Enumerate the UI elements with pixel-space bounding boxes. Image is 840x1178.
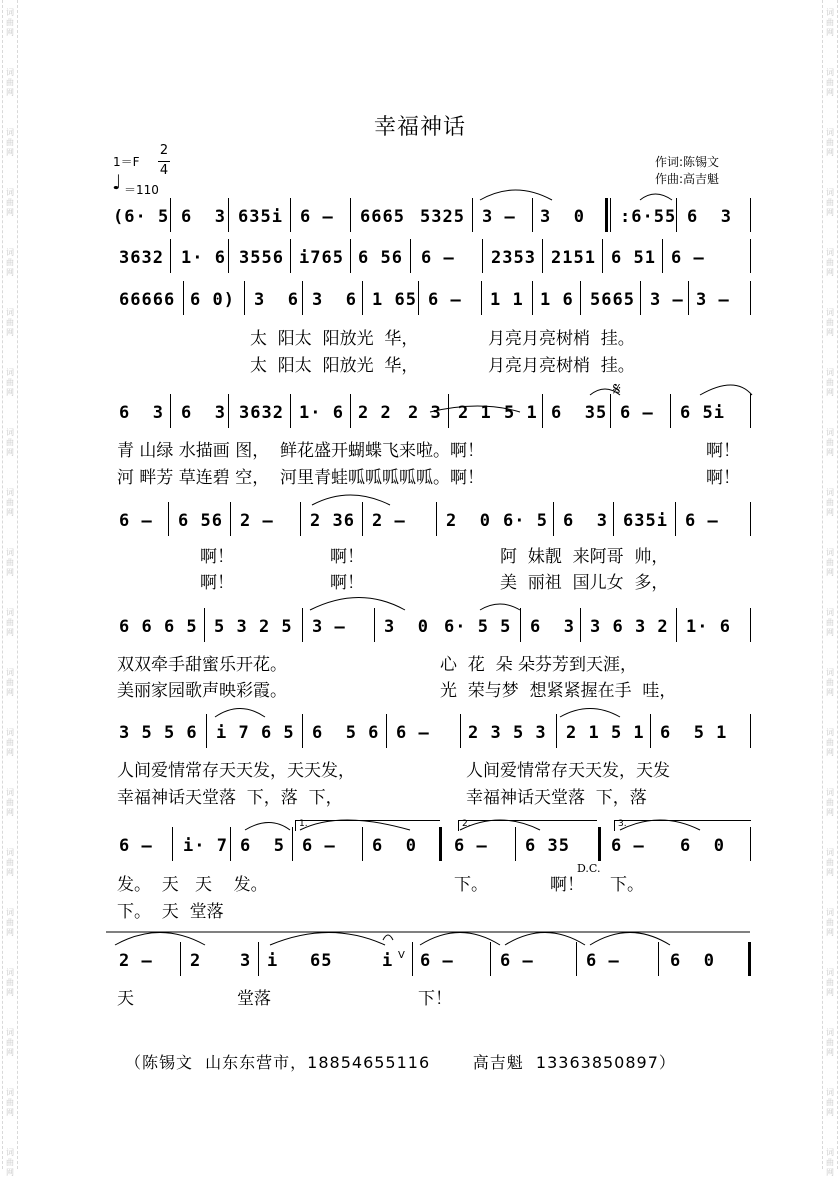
measure-notes: 1 65: [372, 290, 417, 310]
lyric-text: 啊！: [330, 573, 364, 593]
lyric-text: 天: [117, 989, 134, 1009]
lyricist-credit: 作词:陈锡文: [655, 155, 720, 169]
lyric-text: 啊！: [550, 875, 584, 895]
lyric-text: 啊！: [200, 547, 234, 567]
measure-notes: 3 –: [696, 290, 730, 310]
repeat-bar-line: [748, 942, 751, 976]
measure-notes: 6· 5: [503, 511, 548, 531]
lyric-text: 太 阳太 阳放光 华，: [250, 329, 419, 349]
measure-notes: 3 –: [650, 290, 684, 310]
lyric-text: 幸福神话天堂落 下，落: [466, 788, 647, 808]
slur-arc: [270, 933, 385, 946]
measure-notes: 6 3: [530, 617, 575, 637]
lyric-text: 人间爱情常存天天发，天天发，: [117, 761, 355, 781]
measure-notes: 6 3: [563, 511, 608, 531]
bar-line: [662, 239, 663, 273]
bar-line: [374, 608, 375, 642]
watermark-text: 词 曲 网: [826, 968, 834, 997]
measure-notes: 3 6 3 2: [590, 617, 669, 637]
measure-notes: 2 –: [240, 511, 274, 531]
lyric-text: 太 阳太 阳放光 华，: [250, 356, 419, 376]
watermark-text: 词 曲 网: [6, 308, 14, 337]
measure-notes: 66666: [119, 290, 176, 310]
measure-notes: 6 –: [454, 836, 488, 856]
measure-notes: 6 –: [302, 836, 336, 856]
bar-line: [676, 608, 677, 642]
bar-line: [520, 608, 521, 642]
tie-arc: [310, 598, 405, 611]
measure-notes: 1· 6: [181, 248, 226, 268]
slur-arc: [700, 385, 752, 395]
watermark-text: 词 曲 网: [6, 188, 14, 217]
measure-notes: (6· 5: [113, 207, 170, 227]
measure-notes: 6 –: [671, 248, 705, 268]
measure-notes: 3632: [119, 248, 164, 268]
measure-notes: 6 6 6 5: [119, 617, 198, 637]
score-line: [0, 245, 840, 271]
lyric-text: 月亮月亮树梢 挂。: [488, 329, 635, 349]
bar-line: [300, 502, 301, 536]
measure-notes: 6 56: [358, 248, 403, 268]
lyric-text: 啊！: [706, 468, 740, 488]
lyric-text: 美 丽祖 国儿女 多，: [500, 573, 669, 593]
watermark-text: 词 曲 网: [826, 188, 834, 217]
lyric-line: [0, 654, 840, 676]
bar-line: [228, 198, 229, 232]
bar-line: [302, 281, 303, 315]
lyric-line: [0, 467, 840, 489]
bar-line: [168, 502, 169, 536]
bar-line: [650, 714, 651, 748]
measure-notes: 6 –: [586, 951, 620, 971]
watermark-text: 词 曲 网: [6, 968, 14, 997]
bar-line: [532, 198, 533, 232]
lyric-line: [0, 874, 840, 896]
quarter-note-icon: ♩: [112, 170, 122, 194]
measure-notes: 1 1: [490, 290, 524, 310]
lyric-text: 人间爱情常存天天发，天发: [466, 761, 670, 781]
measure-notes: 2151: [551, 248, 596, 268]
bar-line: [230, 827, 231, 861]
volta-bracket-3: 3.: [614, 820, 751, 831]
watermark-text: 词 曲 网: [826, 428, 834, 457]
bar-line: [515, 827, 516, 861]
watermark-text: 词 曲 网: [6, 608, 14, 637]
measure-notes: 5 1: [504, 403, 538, 423]
tie-arc: [312, 495, 390, 505]
bar-line: [481, 281, 482, 315]
watermark-text: 词 曲 网: [826, 608, 834, 637]
bar-line: [362, 281, 363, 315]
lyric-text: 美丽家园歌声映彩霞。: [117, 681, 287, 701]
bar-line: [610, 198, 611, 232]
contact-footer: （陈锡文 山东东营市，18854655116 高吉魁 13363850897）: [125, 1053, 676, 1072]
measure-notes: 6 –: [685, 511, 719, 531]
tie-arc: [480, 190, 552, 200]
measure-notes: 6 56: [178, 511, 223, 531]
tie-arc: [115, 933, 205, 946]
repeat-bar-line: [439, 827, 442, 861]
score-line: [0, 614, 840, 640]
lyric-line: [0, 328, 840, 350]
measure-notes: 2 1: [458, 403, 492, 423]
watermark-text: 词 曲 网: [826, 1088, 834, 1117]
measure-notes: 1· 6: [299, 403, 344, 423]
measure-notes: 2 0: [446, 511, 491, 531]
bar-line: [350, 394, 351, 428]
bar-line: [244, 281, 245, 315]
bar-line: [482, 239, 483, 273]
composer-credit: 作曲:高吉魁: [655, 172, 720, 186]
bar-line: [750, 198, 751, 232]
bar-line: [206, 714, 207, 748]
measure-notes: 6 3: [687, 207, 732, 227]
watermark-text: 词 曲 网: [6, 1088, 14, 1117]
measure-notes: 6 –: [396, 723, 430, 743]
volta-bracket-2: 2.: [458, 820, 597, 831]
bar-line: [290, 394, 291, 428]
measure-notes: 1· 6: [686, 617, 731, 637]
lyric-line: [0, 546, 840, 568]
bar-line: [576, 942, 577, 976]
measure-notes: 635i: [238, 207, 283, 227]
bar-line: [553, 502, 554, 536]
measure-notes: i: [267, 951, 279, 971]
bar-line: [292, 827, 293, 861]
repeat-bar-line: [605, 198, 608, 232]
score-line: [0, 833, 840, 859]
watermark-text: 词 曲 网: [6, 248, 14, 277]
measure-notes: 6 –: [421, 248, 455, 268]
watermark-text: 词 曲 网: [6, 1028, 14, 1057]
bar-line: [183, 281, 184, 315]
measure-notes: 3556: [239, 248, 284, 268]
measure-notes: 2: [190, 951, 202, 971]
bar-line: [180, 942, 181, 976]
slur-arc: [560, 709, 620, 718]
measure-notes: 2353: [491, 248, 536, 268]
song-title: 幸福神话: [373, 115, 466, 140]
measure-notes: 6 5: [240, 836, 285, 856]
bar-line: [228, 239, 229, 273]
bar-line: [410, 239, 411, 273]
tempo-marking: ＝110: [124, 183, 159, 197]
measure-notes: 3632: [239, 403, 284, 423]
lyric-text: 啊！: [200, 573, 234, 593]
lyric-line: [0, 760, 840, 782]
bar-line: [258, 942, 259, 976]
bar-line: [750, 281, 751, 315]
measure-notes: 6 –: [119, 836, 153, 856]
bar-line: [412, 942, 413, 976]
measure-notes: 6 3: [181, 207, 226, 227]
measure-notes: 6· 5 5: [444, 617, 512, 637]
bar-line: [750, 502, 751, 536]
score-line: [0, 948, 840, 974]
bar-line: [610, 394, 611, 428]
measure-notes: 6 3: [181, 403, 226, 423]
tie-arc: [505, 933, 585, 946]
slur-arc: [245, 823, 290, 831]
lyric-text: 光 荣与梦 想紧紧握在手 哇，: [440, 681, 677, 701]
bar-line: [580, 281, 581, 315]
bar-line: [750, 827, 751, 861]
watermark-text: 词 曲 网: [826, 128, 834, 157]
measure-notes: 6 –: [300, 207, 334, 227]
lyric-text: 青 山绿 水描画 图， 鲜花盛开蝴蝶飞来啦。啊！: [117, 441, 485, 461]
watermark-text: 词 曲 网: [826, 308, 834, 337]
lyric-line: [0, 787, 840, 809]
watermark-text: 词 曲 网: [6, 908, 14, 937]
watermark-text: 词 曲 网: [826, 248, 834, 277]
bar-line: [230, 502, 231, 536]
score-line: [0, 204, 840, 230]
lyric-text: 下！: [418, 989, 452, 1009]
bar-line: [448, 394, 449, 428]
measure-notes: 6665: [360, 207, 405, 227]
score-line: [0, 720, 840, 746]
bar-line: [670, 394, 671, 428]
watermark-text: 词 曲 网: [826, 488, 834, 517]
measure-notes: 3 5 5 6: [119, 723, 198, 743]
lyric-text: 河 畔芳 草连碧 空， 河里青蛙呱呱呱呱呱。啊！: [117, 468, 485, 488]
bar-line: [170, 198, 171, 232]
score-line: [0, 508, 840, 534]
measure-notes: 6 5 1: [660, 723, 728, 743]
lyric-text: 双双牵手甜蜜乐开花。: [117, 655, 287, 675]
measure-notes: 6 –: [119, 511, 153, 531]
slur-arc: [640, 194, 672, 200]
bar-line: [302, 714, 303, 748]
lyric-text: 堂落: [237, 989, 271, 1009]
bar-line: [675, 502, 676, 536]
bar-line: [676, 198, 677, 232]
lyric-text: 啊！: [706, 441, 740, 461]
bar-line: [362, 502, 363, 536]
lyric-line: [0, 988, 840, 1010]
watermark-text: 词 曲 网: [826, 1028, 834, 1057]
lyric-text: 下。: [610, 875, 644, 895]
lyric-text: 幸福神话天堂落 下，落 下，: [117, 788, 343, 808]
measure-notes: 635i: [623, 511, 668, 531]
fermata-icon: [383, 935, 393, 940]
measure-notes: 3 –: [482, 207, 516, 227]
measure-notes: i: [382, 951, 394, 971]
lyric-text: 发。 天 天 发。: [117, 875, 268, 895]
breath-mark-icon: V: [398, 950, 405, 961]
measure-notes: 6 –: [611, 836, 645, 856]
bar-line: [532, 281, 533, 315]
lyric-text: 阿 妹靓 来阿哥 帅，: [500, 547, 669, 567]
watermark-text: 词 曲 网: [6, 848, 14, 877]
slur-arc: [590, 389, 620, 395]
watermark-text: 词 曲 网: [6, 128, 14, 157]
measure-notes: 6 –: [620, 403, 654, 423]
bar-line: [580, 608, 581, 642]
watermark-text: 词 曲 网: [826, 908, 834, 937]
measure-notes: 6 35: [525, 836, 570, 856]
measure-notes: 3 6: [254, 290, 299, 310]
measure-notes: 2 –: [119, 951, 153, 971]
bar-line: [490, 942, 491, 976]
measure-notes: 5 3 2 5: [214, 617, 293, 637]
watermark-text: 词 曲 网: [6, 68, 14, 97]
slur-arc: [480, 604, 520, 610]
measure-notes: :6·55: [620, 207, 677, 227]
score-line: [0, 287, 840, 313]
lyric-text: 下。 天 堂落: [117, 902, 224, 922]
lyric-line: [0, 680, 840, 702]
segno-icon: 𝄋: [613, 379, 621, 400]
watermark-text: 词 曲 网: [6, 428, 14, 457]
measure-notes: 6 –: [428, 290, 462, 310]
measure-notes: 3 6: [312, 290, 357, 310]
measure-notes: 6 5 6: [312, 723, 380, 743]
bar-line: [204, 608, 205, 642]
bar-line: [350, 198, 351, 232]
bar-line: [750, 394, 751, 428]
bar-line: [602, 239, 603, 273]
measure-notes: 6 –: [500, 951, 534, 971]
measure-notes: 2 2: [358, 403, 392, 423]
measure-notes: 6 3: [119, 403, 164, 423]
lyric-line: [0, 572, 840, 594]
measure-notes: 3 0: [384, 617, 429, 637]
bar-line: [302, 608, 303, 642]
measure-notes: i 7 6 5: [216, 723, 295, 743]
watermark-text: 词 曲 网: [6, 728, 14, 757]
watermark-text: 词 曲 网: [826, 728, 834, 757]
watermark-text: 词 曲 网: [826, 548, 834, 577]
time-signature-bottom: 4: [159, 163, 169, 178]
volta-bracket-1: 1.: [295, 820, 440, 831]
measure-notes: 2 3: [408, 403, 442, 423]
measure-notes: 5665: [590, 290, 635, 310]
score-line: [0, 400, 840, 426]
bar-line: [460, 714, 461, 748]
measure-notes: 2 3 5 3: [468, 723, 547, 743]
bar-line: [350, 239, 351, 273]
watermark-text: 词 曲 网: [6, 488, 14, 517]
measure-notes: 6 –: [420, 951, 454, 971]
watermark-text: 词 曲 网: [826, 8, 834, 37]
bar-line: [542, 394, 543, 428]
tie-arc: [420, 933, 500, 946]
bar-line: [542, 239, 543, 273]
bar-line: [436, 502, 437, 536]
measure-notes: 2 1 5 1: [566, 723, 645, 743]
bar-line: [640, 281, 641, 315]
bar-line: [613, 502, 614, 536]
watermark-text: 词 曲 网: [6, 8, 14, 37]
watermark-text: 词 曲 网: [6, 1148, 14, 1177]
measure-notes: 6 35: [551, 403, 608, 423]
time-signature-bar: [158, 161, 170, 162]
bar-line: [172, 827, 173, 861]
bar-line: [750, 239, 751, 273]
measure-notes: 65: [310, 951, 333, 971]
measure-notes: 5325: [420, 207, 465, 227]
bar-line: [750, 714, 751, 748]
time-signature-top: 2: [159, 143, 169, 158]
measure-notes: 6 0: [372, 836, 417, 856]
lyric-line: [0, 901, 840, 923]
watermark-text: 词 曲 网: [826, 68, 834, 97]
bar-line: [290, 239, 291, 273]
watermark-text: 词 曲 网: [826, 788, 834, 817]
watermark-text: 词 曲 网: [826, 848, 834, 877]
measure-notes: 3 –: [312, 617, 346, 637]
lyric-text: 月亮月亮树梢 挂。: [488, 356, 635, 376]
slur-arc: [215, 709, 265, 718]
measure-notes: 6 0): [190, 290, 235, 310]
watermark-text: 词 曲 网: [6, 548, 14, 577]
lyric-text: 下。: [454, 875, 488, 895]
bar-line: [170, 394, 171, 428]
measure-notes: 2 36: [310, 511, 355, 531]
lyric-text: 心 花 朵 朵芬芳到天涯，: [440, 655, 638, 675]
lyric-text: 啊！: [330, 547, 364, 567]
bar-line: [688, 281, 689, 315]
measure-notes: 3 0: [540, 207, 585, 227]
measure-notes: 2 –: [372, 511, 406, 531]
bar-line: [170, 239, 171, 273]
bar-line: [228, 394, 229, 428]
watermark-text: 词 曲 网: [6, 668, 14, 697]
measure-notes: 6 5i: [680, 403, 725, 423]
da-capo-marking: D.C.: [577, 862, 601, 875]
measure-notes: 6 0: [670, 951, 715, 971]
measure-notes: 3: [240, 951, 252, 971]
bar-line: [556, 714, 557, 748]
lyric-line: [0, 355, 840, 377]
lyric-line: [0, 440, 840, 462]
bar-line: [750, 608, 751, 642]
bar-line: [418, 281, 419, 315]
watermark-text: 词 曲 网: [6, 368, 14, 397]
repeat-bar-line: [598, 827, 601, 861]
bar-line: [386, 714, 387, 748]
measure-notes: 6 51: [611, 248, 656, 268]
bar-line: [658, 942, 659, 976]
measure-notes: i· 7: [183, 836, 228, 856]
watermark-text: 词 曲 网: [826, 368, 834, 397]
watermark-text: 词 曲 网: [826, 1148, 834, 1177]
key-signature: 1＝F: [113, 155, 140, 169]
measure-notes: i765: [299, 248, 344, 268]
bar-line: [290, 198, 291, 232]
watermark-text: 词 曲 网: [826, 668, 834, 697]
measure-notes: 6 0: [680, 836, 725, 856]
watermark-text: 词 曲 网: [6, 788, 14, 817]
measure-notes: 1 6: [540, 290, 574, 310]
bar-line: [472, 198, 473, 232]
bar-line: [362, 827, 363, 861]
